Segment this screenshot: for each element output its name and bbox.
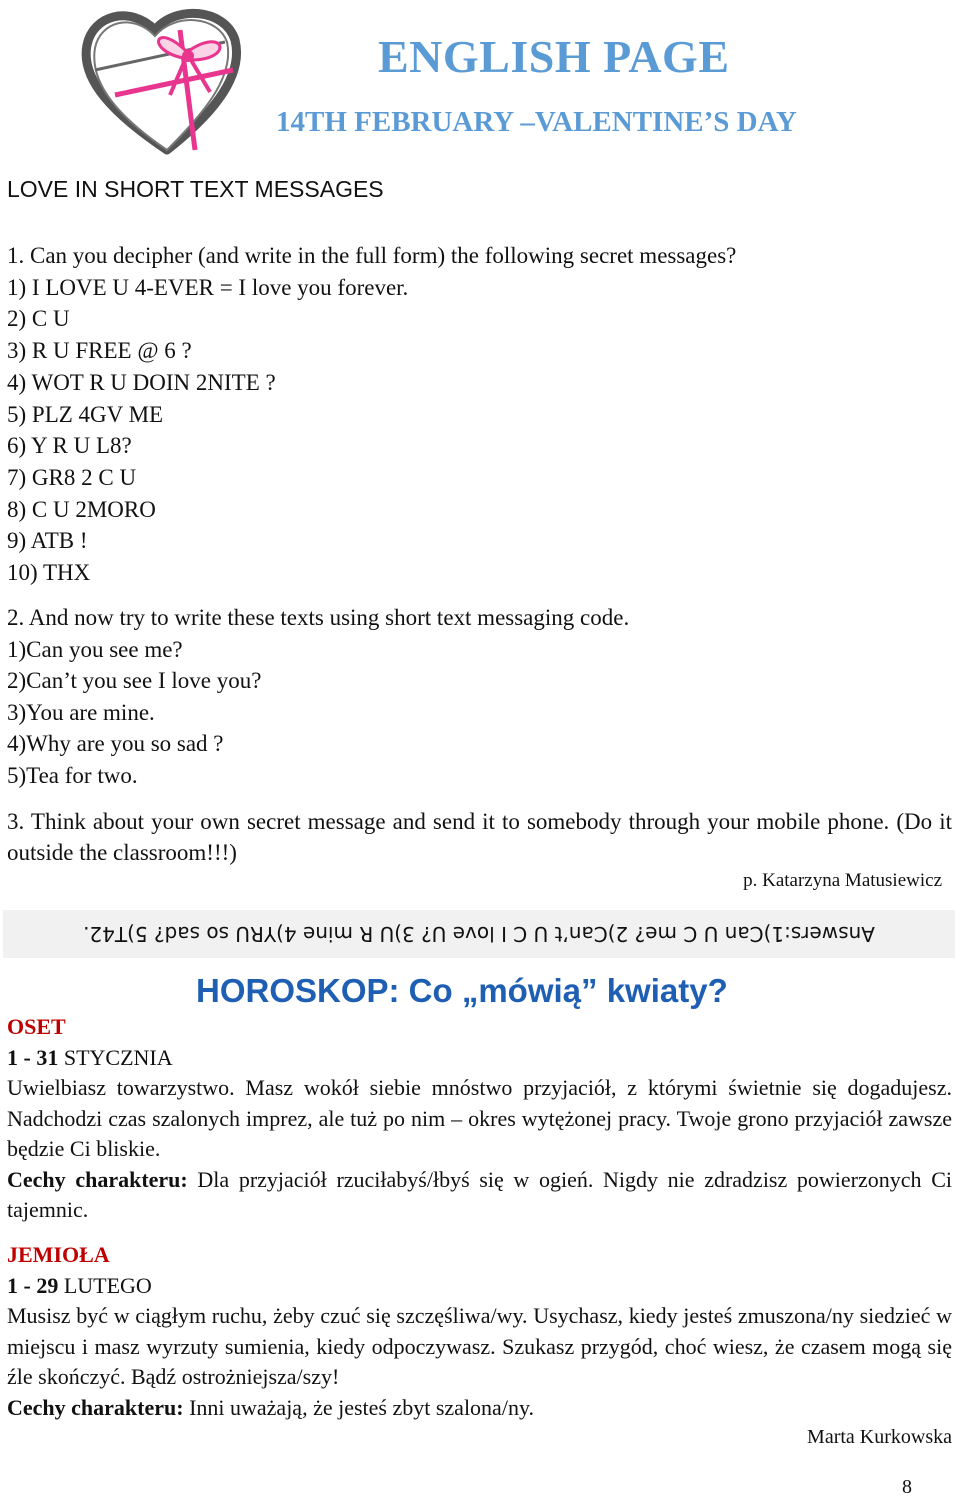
list-item: 5) PLZ 4GV ME [7,401,164,427]
list-item: 3)You are mine. [7,699,155,725]
list-item: 8) C U 2MORO [7,496,156,522]
answers-box [3,910,955,958]
list-item: 2)Can’t you see I love you? [7,668,262,694]
sign-date: 1 - 31 STYCZNIA [7,1044,173,1070]
section-heading: LOVE IN SHORT TEXT MESSAGES [7,176,384,202]
author-signature: p. Katarzyna Matusiewicz [743,870,942,891]
exercise-3-text: 3. Think about your own secret message and send it to somebody through your mobile phone. (Do it outside the classroom!!!) [7,809,952,865]
exercise-1-prompt: 1. Can you decipher (and write in the full form) the following secret messages? [7,243,737,268]
horoscope-sign-jemiola [7,1240,952,1423]
exercise-2 [7,602,952,792]
list-item: 7) GR8 2 C U [7,464,137,490]
sign-traits: Cechy charakteru: Dla przyjaciół rzuciłabyś/łbyś się w ogień. Nigdy nie zdradzisz powierzonych Ci tajemnic. [7,1166,952,1222]
sign-name: JEMIOŁA [7,1242,110,1267]
list-item: 10) THX [7,560,91,586]
sign-description: Musisz być w ciągłym ruchu, żeby czuć się szczęśliwa/wy. Usychasz, kiedy jesteś zmuszona/ny siedzieć w miejscu i masz wyrzuty sumienia, kiedy odpoczywasz. Szukasz przygód, choć wiesz, że czasem mogą się źle skończyć. Bądź ostrożniejsza/szy! [7,1303,952,1389]
heart-gift-logo-icon [75,0,250,165]
list-item: 1)Can you see me? [7,636,183,662]
list-item: 1) I LOVE U 4-EVER = I love you forever. [7,274,409,300]
list-item: 5)Tea for two. [7,762,138,788]
list-item: 6) Y R U L8? [7,433,132,459]
page-number: 8 [902,1476,912,1498]
list-item: 4)Why are you so sad ? [7,731,224,757]
author-signature: Marta Kurkowska [807,1426,952,1448]
page-subtitle: 14TH FEBRUARY –VALENTINE’S DAY [276,106,797,138]
sign-name: OSET [7,1014,66,1039]
horoscope-sign-oset [7,1012,952,1226]
list-item: 2) C U [7,306,70,332]
sign-traits: Cechy charakteru: Inni uważają, że jesteś zbyt szalona/ny. [7,1394,535,1420]
page-title: ENGLISH PAGE [378,31,730,82]
exercise-1 [7,240,952,589]
answers-text-upside-down: Answers:1)Can U C me? 2)Can’t U C I love U? 3)U R mine 4)YRU so sad? 5)T42. [83,922,875,946]
sign-description: Uwielbiasz towarzystwo. Masz wokół siebie mnóstwo przyjaciół, z którymi świetnie się dogadujesz. Nadchodzi czas szalonych imprez, ale tuż po nim – okres wytężonej pracy. Twoje grono przyjaciół zawsze będzie Ci bliskie. [7,1075,952,1161]
exercise-2-prompt: 2. And now try to write these texts using short text messaging code. [7,605,630,630]
sign-date: 1 - 29 LUTEGO [7,1272,152,1298]
list-item: 9) ATB ! [7,528,88,554]
horoscope-title: HOROSKOP: Co „mówią” kwiaty? [196,972,728,1009]
list-item: 3) R U FREE @ 6 ? [7,338,192,364]
list-item: 4) WOT R U DOIN 2NITE ? [7,369,276,395]
